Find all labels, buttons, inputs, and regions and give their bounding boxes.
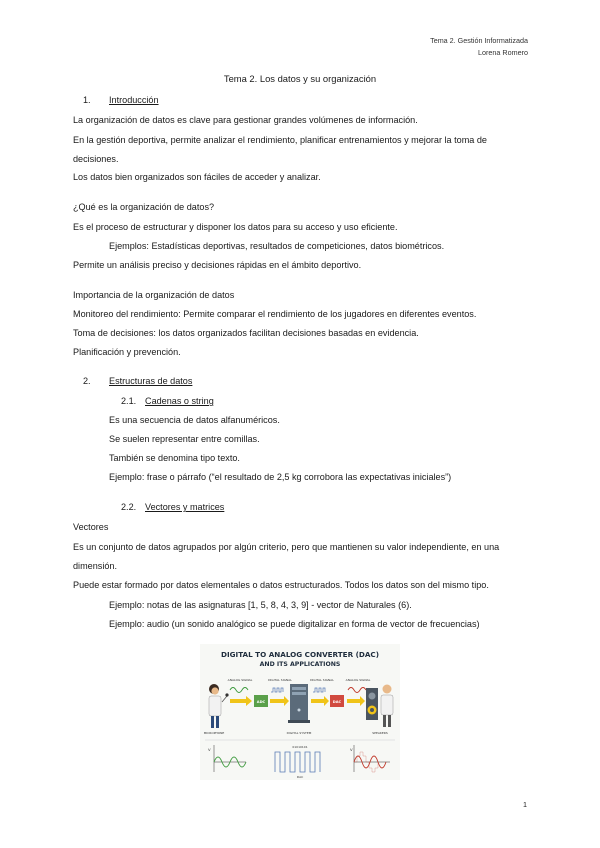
caption-digital-system: DIGITAL SYSTEM xyxy=(286,731,312,735)
document-title: Tema 2. Los datos y su organización xyxy=(223,73,377,84)
digital-wave-1 xyxy=(271,688,283,692)
figure-title-1: DIGITAL TO ANALOG CONVERTER (DAC) xyxy=(220,650,380,659)
importance-line-1: Monitoreo del rendimiento: Permite comparar el rendimiento de los jugadores en diferentes eventos. xyxy=(73,309,477,319)
section-1-heading: Introducción xyxy=(109,95,159,105)
vectors-subheading: Vectores xyxy=(73,522,109,532)
section-2-2-heading: Vectores y matrices xyxy=(145,502,225,512)
microphone-icon xyxy=(225,693,228,696)
header-subject: Tema 2. Gestión Informatizada xyxy=(430,36,528,45)
strings-line-3: También se denomina tipo texto. xyxy=(109,453,240,463)
page-header xyxy=(430,35,528,59)
section-2-heading: Estructuras de datos xyxy=(109,376,193,386)
label-analog-in: ANALOG SIGNAL xyxy=(227,678,253,682)
vectors-example-2: Ejemplo: audio (un sonido analógico se puede digitalizar en forma de vector de frecuencias) xyxy=(109,619,480,629)
dac-label: DAC xyxy=(332,700,342,704)
graph-label-dac: DAC xyxy=(296,775,304,779)
section-2-1-number: 2.1. xyxy=(121,396,137,406)
importance-line-3: Planificación y prevención. xyxy=(73,347,181,357)
caption-speakers: SPEAKERS xyxy=(372,731,388,735)
what-is-examples: Ejemplos: Estadísticas deportivas, resultados de competiciones, datos biométricos. xyxy=(109,241,445,251)
intro-line-3: decisiones. xyxy=(73,154,119,164)
what-is-definition: Es el proceso de estructurar y disponer los datos para su acceso y uso eficiente. xyxy=(73,222,398,232)
strings-line-2: Se suelen representar entre comillas. xyxy=(109,434,260,444)
dac-figure xyxy=(200,644,400,780)
strings-line-4: Ejemplo: frase o párrafo (“el resultado de 2,5 kg corrobora las expectativas iniciales”) xyxy=(109,472,452,482)
digital-wave-2 xyxy=(313,688,325,692)
intro-line-4: Los datos bien organizados son fáciles de acceder y analizar. xyxy=(73,172,321,182)
vectors-line-2: dimensión. xyxy=(73,561,117,571)
page-number: 1 xyxy=(523,800,527,809)
caption-microphone: MICROPHONE xyxy=(203,731,225,735)
importance-heading: Importancia de la organización de datos xyxy=(73,290,235,300)
intro-line-2: En la gestión deportiva, permite analizar el rendimiento, planificar entrenamientos y mejorar la toma de xyxy=(73,135,487,145)
section-2-number: 2. xyxy=(83,376,91,386)
computer-icon xyxy=(288,684,310,723)
graph-label-vout: V xyxy=(350,747,353,752)
speaker-icon xyxy=(366,688,378,720)
vectors-example-1: Ejemplo: notas de las asignaturas [1, 5, 8, 4, 3, 9] - vector de Naturales (6). xyxy=(109,600,412,610)
header-author: Lorena Romero xyxy=(478,48,528,57)
label-digital-2: DIGITAL SIGNAL xyxy=(310,678,334,682)
graph-label-vi: V xyxy=(208,747,211,752)
intro-line-1: La organización de datos es clave para gestionar grandes volúmenes de información. xyxy=(73,115,418,125)
adc-label: ADC xyxy=(256,700,266,704)
section-2-2-number: 2.2. xyxy=(121,502,137,512)
label-analog-out: ANALOG SIGNAL xyxy=(345,678,371,682)
importance-line-2: Toma de decisiones: los datos organizados facilitan decisiones basadas en evidencia. xyxy=(73,328,419,338)
section-2-1-heading: Cadenas o string xyxy=(145,396,214,406)
vectors-line-3: Puede estar formado por datos elementales o datos estructurados. Todos los datos son del mismo tipo. xyxy=(73,580,489,590)
what-is-heading: ¿Qué es la organización de datos? xyxy=(73,202,215,212)
strings-line-1: Es una secuencia de datos alfanuméricos. xyxy=(109,415,280,425)
figure-title-2: AND ITS APPLICATIONS xyxy=(259,661,341,668)
vectors-line-1: Es un conjunto de datos agrupados por algún criterio, pero que mantienen su valor independiente, en una xyxy=(73,542,500,552)
section-1-number: 1. xyxy=(83,95,91,105)
label-digital-1: DIGITAL SIGNAL xyxy=(268,678,292,682)
graph-label-bits: 01010101 xyxy=(292,745,308,749)
what-is-closing: Permite un análisis preciso y decisiones rápidas en el ámbito deportivo. xyxy=(73,260,362,270)
